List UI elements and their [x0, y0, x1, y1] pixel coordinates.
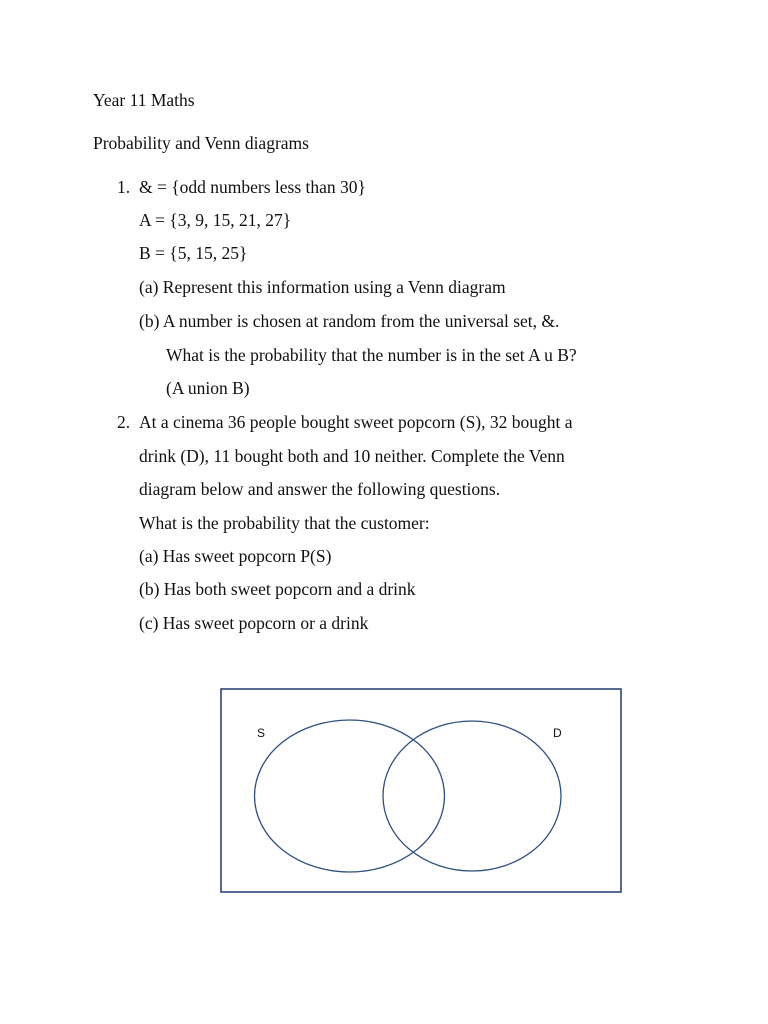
venn-diagram-svg [220, 688, 622, 894]
question-line: At a cinema 36 people bought sweet popcorn (S), 32 bought a [139, 412, 573, 432]
question-line: What is the probability that the number is in the set A u B? [166, 345, 577, 365]
question-line: What is the probability that the customer: [139, 513, 430, 533]
question-line: (b) Has both sweet popcorn and a drink [139, 579, 416, 599]
question-line: B = {5, 15, 25} [139, 243, 248, 263]
question-line: diagram below and answer the following questions. [139, 479, 501, 499]
question-line: (A union B) [166, 378, 250, 398]
set-s-circle [255, 720, 445, 872]
question-number: 2. [117, 412, 131, 432]
question-line: (a) Represent this information using a Venn diagram [139, 277, 506, 297]
document-subheading: Probability and Venn diagrams [93, 133, 309, 153]
document-heading: Year 11 Maths [93, 90, 195, 110]
set-d-label: D [553, 726, 562, 740]
set-d-circle [383, 721, 561, 871]
question-line: (a) Has sweet popcorn P(S) [139, 546, 332, 566]
question-number: 1. [117, 177, 131, 197]
question-line: drink (D), 11 bought both and 10 neither. Complete the Venn [139, 446, 565, 466]
question-line: (c) Has sweet popcorn or a drink [139, 613, 369, 633]
set-s-label: S [257, 726, 266, 740]
question-line: & = {odd numbers less than 30} [139, 177, 366, 197]
venn-diagram [220, 688, 622, 894]
question-line: (b) A number is chosen at random from the universal set, &. [139, 311, 560, 331]
question-line: A = {3, 9, 15, 21, 27} [139, 210, 292, 230]
